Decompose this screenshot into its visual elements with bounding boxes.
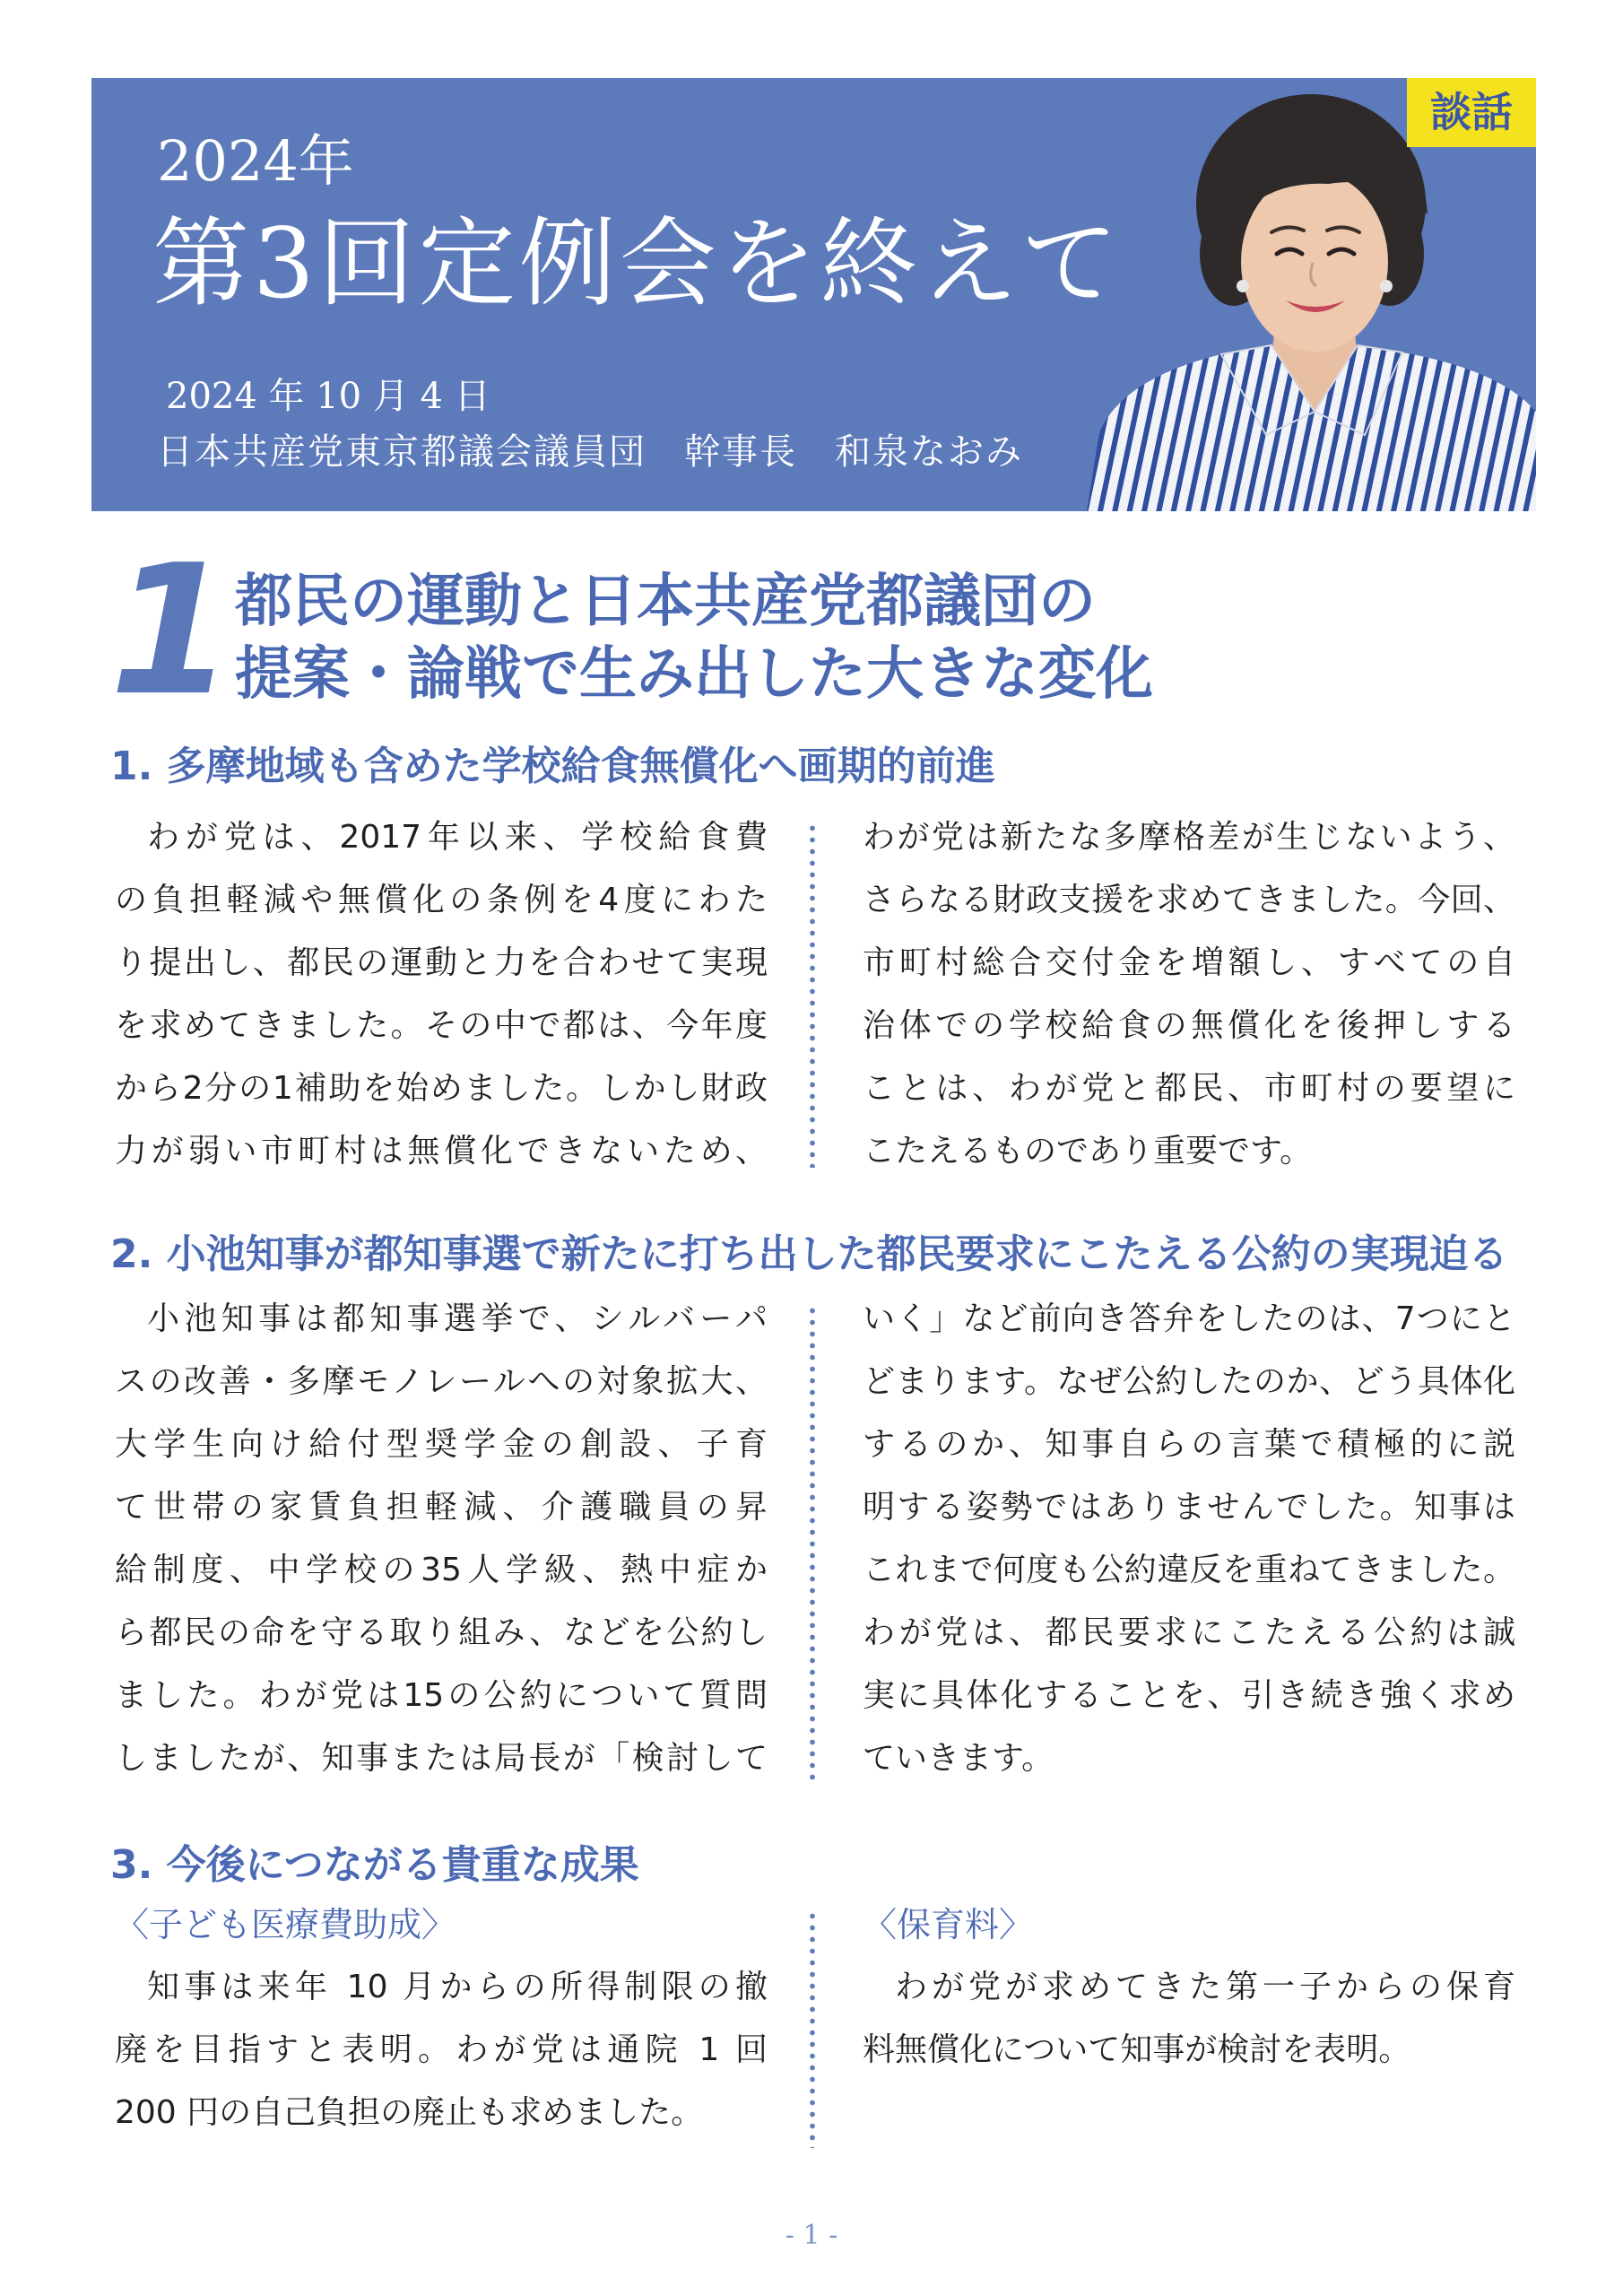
column-divider bbox=[810, 822, 815, 1168]
topic-heading-childcare-fee: 〈保育料〉 bbox=[863, 1905, 1034, 1944]
body-text-line: て世帯の家賃負担軽減、介護職員の昇 bbox=[115, 1489, 768, 1526]
subsection-heading: 3. 今後につながる貴重な成果 bbox=[110, 1842, 639, 1888]
section-number: 1 bbox=[109, 526, 235, 735]
subsection-3-right-column bbox=[863, 1893, 1515, 2082]
body-text-line: しましたが、知事または局長が「検討して bbox=[115, 1740, 768, 1777]
body-text-line: 力が弱い市町村は無償化できないため、 bbox=[115, 1133, 768, 1170]
body-text-line: こたえるものであり重要です。 bbox=[863, 1133, 1313, 1170]
body-text-line: スの改善・多摩モノレールへの対象拡大、 bbox=[115, 1363, 768, 1400]
subsection-2-left-column bbox=[115, 1288, 768, 1790]
body-text-line: 大学生向け給付型奨学金の創設、子育 bbox=[115, 1426, 768, 1463]
page-number: - 1 - bbox=[785, 2220, 838, 2251]
subsection-3-left-column bbox=[115, 1893, 768, 2144]
page-title: 第3回定例会を終えて bbox=[152, 208, 1122, 320]
header-year: 2024年 bbox=[157, 128, 354, 194]
body-text-line: から2分の1補助を始めました。しかし財政 bbox=[115, 1070, 768, 1107]
body-text-line: どまります。なぜ公約したのか、どう具体化 bbox=[863, 1363, 1515, 1400]
body-text-line: さらなる財政支援を求めてきました。今回、 bbox=[863, 882, 1515, 918]
body-text-line: 廃を目指すと表明。わが党は通院 1 回 bbox=[115, 2031, 768, 2068]
subsection-2-right-column bbox=[863, 1288, 1515, 1790]
body-text-line: 小池知事は都知事選挙で、シルバーパ bbox=[147, 1300, 768, 1337]
column-divider bbox=[810, 1910, 815, 2148]
body-text-line: 市町村総合交付金を増額し、すべての自 bbox=[863, 944, 1515, 981]
body-text-line: わが党が求めてきた第一子からの保育 bbox=[895, 1969, 1515, 2005]
body-text-line: 治体での学校給食の無償化を後押しする bbox=[863, 1007, 1515, 1044]
subsection-1-right-column bbox=[863, 806, 1515, 1183]
body-text-line: を求めてきました。その中で都は、今年度 bbox=[115, 1007, 768, 1044]
topic-heading-child-medical: 〈子ども医療費助成〉 bbox=[115, 1905, 456, 1944]
body-text-line: 料無償化について知事が検討を表明。 bbox=[863, 2031, 1411, 2068]
statement-badge: 談話 bbox=[1407, 78, 1536, 147]
header-author: 日本共産党東京都議会議員団 幹事長 和泉なおみ bbox=[157, 431, 1023, 473]
column-divider bbox=[810, 1305, 815, 1785]
header-date: 2024 年 10 月 4 日 bbox=[166, 376, 490, 417]
body-text-line: 知事は来年 10 月からの所得制限の撤 bbox=[147, 1969, 768, 2005]
body-text-line: ら都民の命を守る取り組み、などを公約し bbox=[115, 1614, 768, 1651]
body-text-line: いく」など前向き答弁をしたのは、7つにと bbox=[863, 1300, 1515, 1337]
body-text-line: するのか、知事自らの言葉で積極的に説 bbox=[863, 1426, 1515, 1463]
body-text-line: わが党は新たな多摩格差が生じないよう、 bbox=[863, 819, 1515, 856]
body-text-line: り提出し、都民の運動と力を合わせて実現 bbox=[115, 944, 768, 981]
body-text-line: これまで何度も公約違反を重ねてきました。 bbox=[863, 1552, 1515, 1588]
body-text-line: わが党は、2017年以来、学校給食費 bbox=[147, 819, 768, 856]
body-text-line: 200 円の自己負担の廃止も求めました。 bbox=[115, 2094, 704, 2131]
body-text-line: 明する姿勢ではありませんでした。知事は bbox=[863, 1489, 1515, 1526]
body-text-line: ました。わが党は15の公約について質問 bbox=[115, 1677, 768, 1714]
subsection-heading: 2. 小池知事が都知事選で新たに打ち出した都民要求にこたえる公約の実現迫る bbox=[110, 1231, 1508, 1277]
body-text-line: ことは、わが党と都民、市町村の要望に bbox=[863, 1070, 1515, 1107]
body-text-line: 給制度、中学校の35人学級、熱中症か bbox=[115, 1552, 768, 1588]
body-text-line: わが党は、都民要求にこたえる公約は誠 bbox=[863, 1614, 1515, 1651]
section-title bbox=[235, 566, 1153, 711]
subsection-1-left-column bbox=[115, 806, 768, 1183]
body-text-line: ていきます。 bbox=[863, 1740, 1055, 1777]
body-text-line: 実に具体化することを、引き続き強く求め bbox=[863, 1677, 1515, 1714]
body-text-line: の負担軽減や無償化の条例を4度にわた bbox=[115, 882, 768, 918]
header-banner bbox=[91, 78, 1536, 511]
section-title-line: 都民の運動と日本共産党都議団の bbox=[235, 569, 1096, 635]
section-title-line: 提案・論戦で生み出した大きな変化 bbox=[235, 641, 1153, 708]
subsection-heading: 1. 多摩地域も含めた学校給食無償化へ画期的前進 bbox=[110, 744, 995, 789]
